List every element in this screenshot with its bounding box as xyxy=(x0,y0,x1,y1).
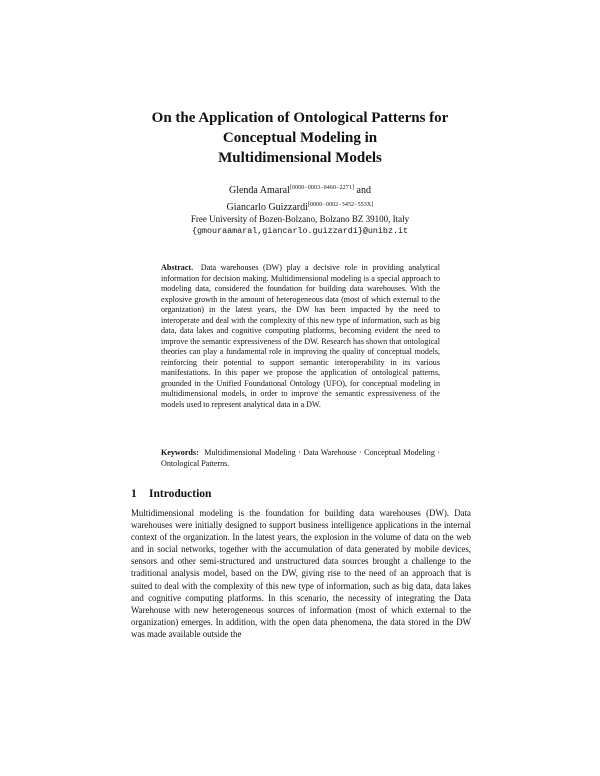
affiliation: Free University of Bozen-Bolzano, Bolzano BZ 39100, Italy xyxy=(190,214,410,224)
abstract-label: Abstract. xyxy=(161,263,194,272)
author-line xyxy=(100,181,500,198)
section-heading xyxy=(131,487,471,502)
author-orcid: [0000−0003−0460−2271] xyxy=(289,185,355,191)
author-separator: and xyxy=(354,185,371,196)
title-line: Conceptual Modeling in xyxy=(222,130,378,146)
author-name: Glenda Amaral xyxy=(228,185,290,196)
author-name: Giancarlo Guizzardi xyxy=(226,202,308,213)
section-title: Introduction xyxy=(149,488,212,500)
body-paragraph: Multidimensional modeling is the foundation for building data warehouses (DW). Data warehouses were initially designed to support business intelligence applications in the internal context of the organization. In the latest years, the explosion in the volume of data on the web and in social networks, together with the accumulation of data generated by mobile devices, sensors and other semi-structured and unstructured data sources brought a challenge to the traditional analysis model, based on the DW, giving rise to the need of an approach that is suited to deal with the complexity of this new type of information, such as big data, data lakes and cognitive computing platforms. In this scenario, the necessity of integrating the Data Warehouse with new heterogeneous sources of information (most of which external to the organization) emerges. In addition, with the open data phenomena, the data stored in the DW was made available outside the xyxy=(131,508,471,639)
affiliation-block xyxy=(100,213,500,237)
author-list xyxy=(100,181,500,215)
keywords-label: Keywords: xyxy=(161,448,199,457)
title-line: On the Application of Ontological Patterns for xyxy=(151,110,449,126)
author-orcid: [0000−0002−3452−553X] xyxy=(307,202,374,208)
keywords xyxy=(161,448,440,469)
title-line: Multidimensional Models xyxy=(218,150,382,166)
abstract xyxy=(161,263,440,410)
paper-title xyxy=(100,108,500,168)
keywords-text: Multidimensional Modeling · Data Warehouse · Conceptual Modeling · Ontological Patterns. xyxy=(161,448,440,468)
abstract-text: Data warehouses (DW) play a decisive role in providing analytical information for decision making. Multidimensional modeling is a special approach to modeling data, considered the foundation for building data warehouses. With the explosive growth in the amount of heterogeneous data (most of which external to the organization) in the latest years, the DW has been impacted by the need to interoperate and deal with the complexity of this new type of information, such as big data, data lakes and cognitive computing platforms, becoming evident the need to improve the semantic expressiveness of the DW. Research has shown that ontological theories can play a fundamental role in improving the quality of conceptual models, reinforcing their potential to support semantic interoperability in its various manifestations. In this paper we propose the application of ontological patterns, grounded in the Unified Foundational Ontology (UFO), for conceptual modeling in multidimensional models, in order to improve the semantic expressiveness of the models used to represent analytical data in a DW. xyxy=(161,263,440,409)
section-number: 1 xyxy=(131,488,137,500)
author-emails: {gmouraamaral,giancarlo.guizzardi}@unibz.it xyxy=(191,226,409,236)
